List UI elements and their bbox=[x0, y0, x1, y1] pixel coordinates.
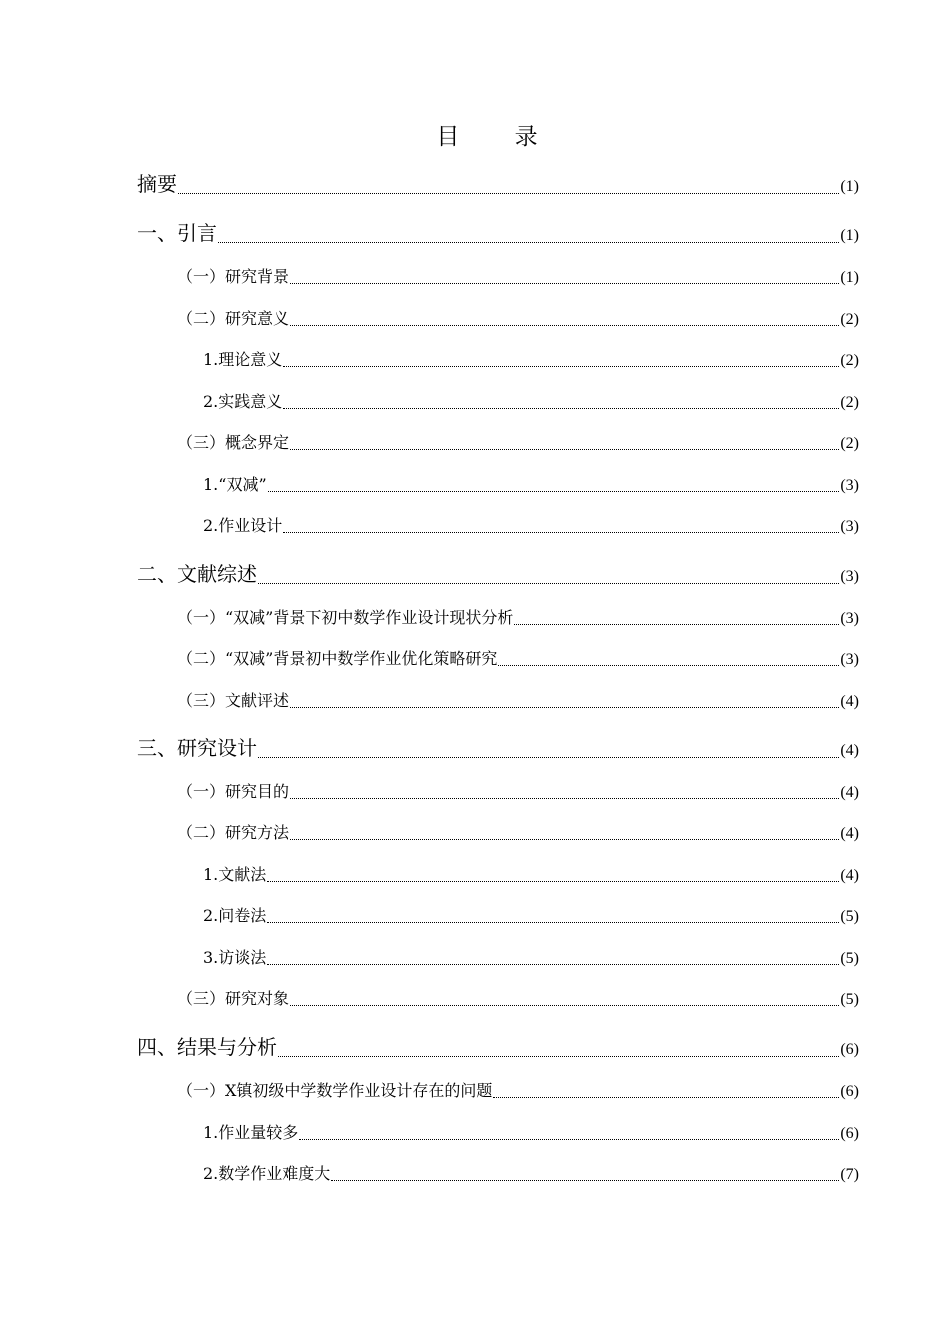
toc-entry-text: 2.数学作业难度大 bbox=[203, 1164, 331, 1183]
toc-entry bbox=[203, 513, 859, 536]
toc-page-number: (6) bbox=[840, 1083, 859, 1100]
toc-entry bbox=[177, 605, 859, 628]
toc-leader-dots bbox=[290, 839, 839, 840]
toc-entry-text: 1.“双减” bbox=[203, 475, 267, 494]
toc-page-number: (2) bbox=[840, 311, 859, 328]
toc-page-number: (4) bbox=[840, 867, 859, 884]
toc-entry bbox=[177, 688, 859, 711]
toc-entry-text: 三、研究设计 bbox=[137, 736, 257, 760]
toc-page-number: (7) bbox=[840, 1166, 859, 1183]
toc-leader-dots bbox=[283, 366, 839, 367]
toc-leader-dots bbox=[514, 624, 839, 625]
toc-page-number: (4) bbox=[840, 825, 859, 842]
toc-entry-text: 摘要 bbox=[137, 172, 177, 196]
toc-leader-dots bbox=[290, 1005, 839, 1006]
toc-leader-dots bbox=[268, 491, 840, 492]
toc-leader-dots bbox=[493, 1097, 839, 1098]
toc-entry bbox=[203, 862, 859, 885]
toc-leader-dots bbox=[278, 1056, 839, 1057]
toc-leader-dots bbox=[283, 532, 839, 533]
toc-page-number: (3) bbox=[840, 651, 859, 668]
toc-entry-text: （三）文献评述 bbox=[177, 691, 290, 710]
toc-entry bbox=[203, 903, 859, 926]
toc-page-number: (1) bbox=[840, 227, 859, 244]
toc-entry-text: 一、引言 bbox=[137, 221, 217, 245]
toc-entry-text: 1.作业量较多 bbox=[203, 1123, 299, 1142]
toc-leader-dots bbox=[290, 283, 839, 284]
toc-entry bbox=[203, 472, 859, 495]
toc-entry-text: （一）X镇初级中学数学作业设计存在的问题 bbox=[177, 1081, 493, 1100]
toc-entry-text: （三）概念界定 bbox=[177, 433, 290, 452]
toc-page-number: (4) bbox=[840, 784, 859, 801]
toc-page-number: (5) bbox=[840, 991, 859, 1008]
toc-page-number: (6) bbox=[840, 1125, 859, 1142]
toc-entry-text: 1.文献法 bbox=[203, 865, 267, 884]
toc-leader-dots bbox=[299, 1139, 839, 1140]
toc-entry bbox=[137, 168, 859, 197]
toc-entry bbox=[203, 1120, 859, 1143]
toc-leader-dots bbox=[331, 1180, 839, 1181]
toc-entry-text: （二）研究意义 bbox=[177, 309, 290, 328]
toc-leader-dots bbox=[267, 922, 839, 923]
toc-leader-dots bbox=[290, 707, 839, 708]
toc-leader-dots bbox=[267, 881, 839, 882]
toc-leader-dots bbox=[258, 757, 839, 758]
toc-page-number: (3) bbox=[840, 518, 859, 535]
toc-entry-text: 2.实践意义 bbox=[203, 392, 283, 411]
toc-entry bbox=[177, 779, 859, 802]
toc-page-number: (2) bbox=[840, 352, 859, 369]
toc-entry-text: （三）研究对象 bbox=[177, 989, 290, 1008]
toc-title: 目 录 bbox=[436, 124, 562, 150]
toc-page-number: (1) bbox=[840, 269, 859, 286]
toc-page-number: (4) bbox=[840, 693, 859, 710]
toc-page-number: (3) bbox=[840, 610, 859, 627]
toc-page-number: (3) bbox=[840, 568, 859, 585]
toc-entry-text: 2.作业设计 bbox=[203, 516, 283, 535]
toc-entry bbox=[137, 1031, 859, 1060]
toc-leader-dots bbox=[258, 583, 839, 584]
toc-page-number: (3) bbox=[840, 477, 859, 494]
toc-entry-text: （二）“双减”背景初中数学作业优化策略研究 bbox=[177, 649, 498, 668]
toc-entry bbox=[177, 646, 859, 669]
toc-leader-dots bbox=[267, 964, 839, 965]
toc-entry bbox=[177, 306, 859, 329]
toc-page-number: (5) bbox=[840, 950, 859, 967]
toc-entry-text: 1.理论意义 bbox=[203, 350, 283, 369]
toc-page-number: (6) bbox=[840, 1041, 859, 1058]
toc-entry-text: （一）研究目的 bbox=[177, 782, 290, 801]
toc-entry bbox=[203, 945, 859, 968]
toc-entry bbox=[177, 264, 859, 287]
toc-page-number: (4) bbox=[840, 742, 859, 759]
toc-leader-dots bbox=[283, 408, 839, 409]
toc-leader-dots bbox=[290, 325, 839, 326]
toc-entry bbox=[177, 986, 859, 1009]
toc-entry-text: （二）研究方法 bbox=[177, 823, 290, 842]
toc-entry bbox=[203, 389, 859, 412]
toc-leader-dots bbox=[178, 193, 839, 194]
toc-entry bbox=[137, 217, 859, 246]
toc-page-number: (2) bbox=[840, 394, 859, 411]
toc-entry bbox=[177, 1078, 859, 1101]
toc-leader-dots bbox=[290, 798, 839, 799]
toc-leader-dots bbox=[498, 665, 839, 666]
toc-entry-text: 二、文献综述 bbox=[137, 562, 257, 586]
toc-entry-text: 2.问卷法 bbox=[203, 906, 267, 925]
toc-entry-text: （一）研究背景 bbox=[177, 267, 290, 286]
toc-entry-text: （一）“双减”背景下初中数学作业设计现状分析 bbox=[177, 608, 514, 627]
toc-page-number: (5) bbox=[840, 908, 859, 925]
toc-entry bbox=[177, 820, 859, 843]
toc-leader-dots bbox=[290, 449, 839, 450]
toc-entry bbox=[137, 732, 859, 761]
toc-entry-text: 四、结果与分析 bbox=[137, 1035, 277, 1059]
toc-page-number: (1) bbox=[840, 178, 859, 195]
toc-entry-text: 3.访谈法 bbox=[203, 948, 267, 967]
toc-entry bbox=[203, 1161, 859, 1184]
toc-page-number: (2) bbox=[840, 435, 859, 452]
toc-entry bbox=[177, 430, 859, 453]
toc-entry bbox=[203, 347, 859, 370]
toc-leader-dots bbox=[218, 242, 839, 243]
toc-entry bbox=[137, 558, 859, 587]
